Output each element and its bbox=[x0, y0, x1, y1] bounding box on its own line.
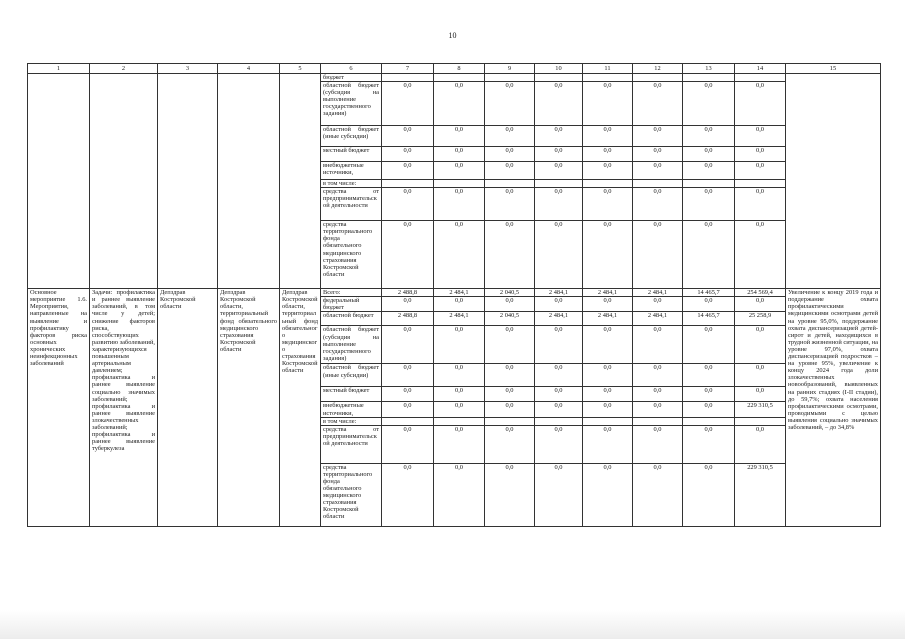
funding-value-cell: 2 484,1 bbox=[434, 312, 485, 326]
funding-value-cell: 0,0 bbox=[434, 402, 485, 417]
funding-value-cell: 0,0 bbox=[683, 326, 735, 364]
funding-value-cell bbox=[382, 74, 434, 82]
funding-source-label: средства от предпринимательской деятельности bbox=[321, 188, 382, 221]
funding-value-cell: 2 040,5 bbox=[485, 289, 535, 297]
funding-value-cell: 14 465,7 bbox=[683, 312, 735, 326]
funding-value-cell: 229 310,5 bbox=[735, 402, 786, 417]
funding-value-cell: 0,0 bbox=[485, 147, 535, 162]
column-header: 7 bbox=[382, 64, 434, 74]
funding-value-cell: 0,0 bbox=[382, 188, 434, 221]
funding-value-cell: 0,0 bbox=[683, 425, 735, 463]
column-header: 11 bbox=[583, 64, 633, 74]
funding-value-cell: 0,0 bbox=[382, 463, 434, 526]
funding-source-label: бюджет bbox=[321, 74, 382, 82]
funding-value-cell: 0,0 bbox=[683, 162, 735, 180]
funding-value-cell bbox=[382, 180, 434, 188]
funding-value-cell: 0,0 bbox=[683, 188, 735, 221]
funding-value-cell: 0,0 bbox=[485, 188, 535, 221]
funding-value-cell: 0,0 bbox=[583, 425, 633, 463]
funding-value-cell: 0,0 bbox=[535, 402, 583, 417]
responsible-executor-cell: Депздрав Костромской области bbox=[158, 289, 218, 527]
funding-value-cell: 0,0 bbox=[535, 188, 583, 221]
funding-value-cell: 0,0 bbox=[382, 402, 434, 417]
funding-value-cell: 0,0 bbox=[434, 162, 485, 180]
funding-value-cell: 2 484,1 bbox=[633, 312, 683, 326]
funding-value-cell: 0,0 bbox=[633, 402, 683, 417]
funding-value-cell: 2 484,1 bbox=[633, 289, 683, 297]
funding-value-cell: 2 488,8 bbox=[382, 312, 434, 326]
funding-source-label: в том числе: bbox=[321, 417, 382, 425]
funding-value-cell bbox=[583, 74, 633, 82]
funding-source-label: Всего: bbox=[321, 289, 382, 297]
funding-value-cell: 0,0 bbox=[485, 297, 535, 312]
funding-value-cell bbox=[434, 417, 485, 425]
document-sheet bbox=[27, 63, 880, 527]
funding-value-cell: 0,0 bbox=[583, 126, 633, 147]
funding-value-cell: 0,0 bbox=[434, 425, 485, 463]
funding-value-cell: 0,0 bbox=[633, 188, 683, 221]
funding-table bbox=[27, 63, 881, 527]
funding-value-cell: 0,0 bbox=[735, 188, 786, 221]
funding-value-cell: 0,0 bbox=[633, 162, 683, 180]
funding-value-cell: 0,0 bbox=[583, 297, 633, 312]
funding-source-label: областной бюджет (иные субсидии) bbox=[321, 126, 382, 147]
funding-value-cell: 0,0 bbox=[535, 147, 583, 162]
table-body bbox=[28, 64, 881, 527]
empty-merged-cell bbox=[90, 74, 158, 289]
funding-value-cell bbox=[683, 417, 735, 425]
funding-value-cell: 2 488,8 bbox=[382, 289, 434, 297]
funding-value-cell: 0,0 bbox=[382, 425, 434, 463]
funding-value-cell: 0,0 bbox=[434, 221, 485, 289]
page-number: 10 bbox=[448, 31, 457, 40]
scan-edge-shading bbox=[0, 610, 905, 639]
funding-value-cell: 0,0 bbox=[382, 364, 434, 387]
empty-merged-cell bbox=[158, 74, 218, 289]
funding-value-cell bbox=[633, 180, 683, 188]
column-header: 9 bbox=[485, 64, 535, 74]
funding-value-cell: 0,0 bbox=[583, 221, 633, 289]
funding-value-cell bbox=[735, 417, 786, 425]
funding-value-cell: 0,0 bbox=[434, 297, 485, 312]
column-header: 12 bbox=[633, 64, 683, 74]
funding-value-cell: 0,0 bbox=[535, 463, 583, 526]
funding-source-label: федеральный бюджет bbox=[321, 297, 382, 312]
column-header: 5 bbox=[280, 64, 321, 74]
funding-value-cell bbox=[633, 417, 683, 425]
funding-value-cell: 0,0 bbox=[683, 402, 735, 417]
column-header: 14 bbox=[735, 64, 786, 74]
funding-value-cell: 0,0 bbox=[382, 82, 434, 126]
funding-value-cell: 0,0 bbox=[535, 387, 583, 402]
funding-value-cell: 0,0 bbox=[382, 297, 434, 312]
funding-source-label: областной бюджет (субсидия на выполнение государственного задания) bbox=[321, 326, 382, 364]
funding-value-cell: 2 484,1 bbox=[583, 289, 633, 297]
funding-value-cell: 0,0 bbox=[735, 162, 786, 180]
funding-value-cell: 0,0 bbox=[434, 387, 485, 402]
funding-value-cell: 0,0 bbox=[683, 82, 735, 126]
funding-value-cell: 0,0 bbox=[485, 402, 535, 417]
funding-value-cell: 0,0 bbox=[485, 82, 535, 126]
funding-value-cell: 0,0 bbox=[583, 188, 633, 221]
funding-value-cell: 0,0 bbox=[633, 425, 683, 463]
funding-value-cell bbox=[583, 417, 633, 425]
funding-value-cell: 0,0 bbox=[735, 326, 786, 364]
funding-value-cell bbox=[735, 180, 786, 188]
funding-value-cell: 0,0 bbox=[735, 297, 786, 312]
column-header: 13 bbox=[683, 64, 735, 74]
funding-source-label: средства территориального фонда обязательного медицинского страхования Костромской области bbox=[321, 463, 382, 526]
funding-value-cell: 0,0 bbox=[633, 326, 683, 364]
funding-value-cell: 0,0 bbox=[485, 463, 535, 526]
funding-value-cell: 2 484,1 bbox=[535, 289, 583, 297]
funding-value-cell: 0,0 bbox=[382, 162, 434, 180]
funding-value-cell: 0,0 bbox=[583, 147, 633, 162]
funding-value-cell bbox=[535, 74, 583, 82]
funding-source-label: в том числе: bbox=[321, 180, 382, 188]
funding-value-cell: 0,0 bbox=[633, 82, 683, 126]
funding-value-cell bbox=[683, 180, 735, 188]
funding-value-cell bbox=[735, 74, 786, 82]
funding-source-label: внебюджетные источники, bbox=[321, 162, 382, 180]
funding-value-cell: 0,0 bbox=[633, 126, 683, 147]
funding-source-label: местный бюджет bbox=[321, 147, 382, 162]
funding-source-label: местный бюджет bbox=[321, 387, 382, 402]
funding-value-cell: 0,0 bbox=[535, 326, 583, 364]
empty-merged-cell bbox=[280, 74, 321, 289]
funding-value-cell: 0,0 bbox=[633, 364, 683, 387]
funding-value-cell bbox=[535, 180, 583, 188]
funding-value-cell: 0,0 bbox=[735, 387, 786, 402]
funding-value-cell: 0,0 bbox=[434, 364, 485, 387]
funding-value-cell: 0,0 bbox=[735, 82, 786, 126]
activity-name-cell: Основное мероприятие 1.6. Мероприятия, направленные на выявление и профилактику факторов риска основных хронических неинфекционных заболеваний bbox=[28, 289, 90, 527]
funding-value-cell: 0,0 bbox=[434, 147, 485, 162]
funding-value-cell: 0,0 bbox=[382, 126, 434, 147]
funding-value-cell bbox=[633, 74, 683, 82]
funding-value-cell: 0,0 bbox=[683, 364, 735, 387]
funding-value-cell: 0,0 bbox=[683, 126, 735, 147]
column-header: 6 bbox=[321, 64, 382, 74]
funding-value-cell: 254 569,4 bbox=[735, 289, 786, 297]
funding-value-cell bbox=[434, 74, 485, 82]
funding-value-cell: 0,0 bbox=[485, 387, 535, 402]
funding-value-cell: 0,0 bbox=[735, 425, 786, 463]
funding-value-cell: 0,0 bbox=[583, 402, 633, 417]
funding-value-cell: 0,0 bbox=[735, 126, 786, 147]
funding-value-cell bbox=[485, 417, 535, 425]
funding-value-cell: 0,0 bbox=[535, 364, 583, 387]
funding-value-cell: 2 484,1 bbox=[535, 312, 583, 326]
funding-value-cell: 0,0 bbox=[683, 387, 735, 402]
funding-value-cell: 0,0 bbox=[633, 387, 683, 402]
funding-value-cell bbox=[434, 180, 485, 188]
table-row bbox=[28, 289, 881, 297]
activity-tasks-cell: Задачи: профилактика и раннее выявление заболеваний, в том числе у детей; снижение факторов риска, способствующих развитию заболеваний, характеризующихся повышенным артериальным давлением; профилактика и раннее выявление социально значимых заболеваний; профилактика и раннее выявление злокачественных заболеваний; профилактика и раннее выявление туберкулеза bbox=[90, 289, 158, 527]
funding-value-cell: 0,0 bbox=[535, 221, 583, 289]
funding-value-cell: 0,0 bbox=[382, 147, 434, 162]
funding-value-cell: 0,0 bbox=[735, 364, 786, 387]
co-executor-cell: Депздрав Костромской области, территориальный фонд обязательного медицинского страхования Костромской области bbox=[218, 289, 280, 527]
funding-value-cell: 0,0 bbox=[535, 126, 583, 147]
funding-value-cell: 0,0 bbox=[683, 463, 735, 526]
funding-value-cell: 0,0 bbox=[434, 188, 485, 221]
empty-merged-cell bbox=[218, 74, 280, 289]
funding-source-label: областной бюджет bbox=[321, 312, 382, 326]
funding-value-cell bbox=[382, 417, 434, 425]
table-row bbox=[28, 74, 881, 82]
funding-value-cell: 14 465,7 bbox=[683, 289, 735, 297]
funding-value-cell: 0,0 bbox=[535, 425, 583, 463]
funding-value-cell: 0,0 bbox=[683, 221, 735, 289]
funding-value-cell: 0,0 bbox=[485, 364, 535, 387]
empty-merged-cell bbox=[28, 74, 90, 289]
funding-value-cell: 0,0 bbox=[485, 326, 535, 364]
funding-value-cell: 0,0 bbox=[535, 82, 583, 126]
funding-value-cell: 0,0 bbox=[583, 364, 633, 387]
funding-value-cell bbox=[485, 180, 535, 188]
funding-value-cell bbox=[485, 74, 535, 82]
funding-value-cell: 2 484,1 bbox=[583, 312, 633, 326]
funding-value-cell: 0,0 bbox=[485, 425, 535, 463]
funding-value-cell: 0,0 bbox=[583, 463, 633, 526]
column-header: 15 bbox=[786, 64, 881, 74]
funding-value-cell bbox=[583, 180, 633, 188]
funding-value-cell: 0,0 bbox=[434, 82, 485, 126]
column-header: 8 bbox=[434, 64, 485, 74]
column-header: 1 bbox=[28, 64, 90, 74]
funding-value-cell: 0,0 bbox=[382, 387, 434, 402]
funding-source-label: средства от предпринимательской деятельности bbox=[321, 425, 382, 463]
funding-value-cell: 0,0 bbox=[382, 221, 434, 289]
funding-value-cell: 0,0 bbox=[434, 126, 485, 147]
funding-source-label: средства территориального фонда обязательного медицинского страхования Костромской области bbox=[321, 221, 382, 289]
funding-source-label: внебюджетные источники, bbox=[321, 402, 382, 417]
funding-value-cell: 0,0 bbox=[535, 297, 583, 312]
funding-value-cell: 0,0 bbox=[434, 326, 485, 364]
column-header: 4 bbox=[218, 64, 280, 74]
funding-value-cell: 0,0 bbox=[583, 387, 633, 402]
funding-value-cell: 0,0 bbox=[583, 162, 633, 180]
funding-value-cell bbox=[535, 417, 583, 425]
funding-value-cell: 0,0 bbox=[382, 326, 434, 364]
funding-value-cell: 0,0 bbox=[735, 221, 786, 289]
funding-source-label: областной бюджет (субсидия на выполнение государственного задания) bbox=[321, 82, 382, 126]
funding-value-cell: 2 484,1 bbox=[434, 289, 485, 297]
funding-value-cell: 0,0 bbox=[633, 221, 683, 289]
funding-value-cell: 2 040,5 bbox=[485, 312, 535, 326]
funding-value-cell: 0,0 bbox=[683, 297, 735, 312]
funding-value-cell: 229 310,5 bbox=[735, 463, 786, 526]
funding-value-cell: 25 258,9 bbox=[735, 312, 786, 326]
column-header: 10 bbox=[535, 64, 583, 74]
funding-value-cell: 0,0 bbox=[633, 463, 683, 526]
participant-cell: Депздрав Костромской области, территориальный фонд обязательного медицинского страхования Костромской области bbox=[280, 289, 321, 527]
funding-source-label: областной бюджет (иные субсидии) bbox=[321, 364, 382, 387]
funding-value-cell: 0,0 bbox=[485, 126, 535, 147]
column-header: 2 bbox=[90, 64, 158, 74]
funding-value-cell: 0,0 bbox=[434, 463, 485, 526]
funding-value-cell bbox=[683, 74, 735, 82]
funding-value-cell: 0,0 bbox=[583, 326, 633, 364]
funding-value-cell: 0,0 bbox=[683, 147, 735, 162]
column-header: 3 bbox=[158, 64, 218, 74]
funding-value-cell: 0,0 bbox=[633, 147, 683, 162]
funding-value-cell: 0,0 bbox=[485, 162, 535, 180]
funding-value-cell: 0,0 bbox=[535, 162, 583, 180]
funding-value-cell: 0,0 bbox=[583, 82, 633, 126]
funding-value-cell: 0,0 bbox=[485, 221, 535, 289]
empty-merged-cell bbox=[786, 74, 881, 289]
header-row bbox=[28, 64, 881, 74]
funding-value-cell: 0,0 bbox=[735, 147, 786, 162]
expected-result-cell: Увеличение к концу 2019 года и поддержание охвата профилактическими медицинскими осмотрами детей на уровне 95,0%, поддержание охвата диспансеризацией детей-сирот и детей, находящихся в трудной жизненной ситуации, на уровне 97,0%, охвата диспансеризацией подростков – на уровне 95%, увеличение к концу 2024 года доли злокачественных новообразований, выявленных на ранних стадиях (I-II стадии), до 59,7%; охвата населения профилактическими осмотрами, проводимыми с целью выявления социально значимых заболеваний, – до 34,8% bbox=[786, 289, 881, 527]
funding-value-cell: 0,0 bbox=[633, 297, 683, 312]
